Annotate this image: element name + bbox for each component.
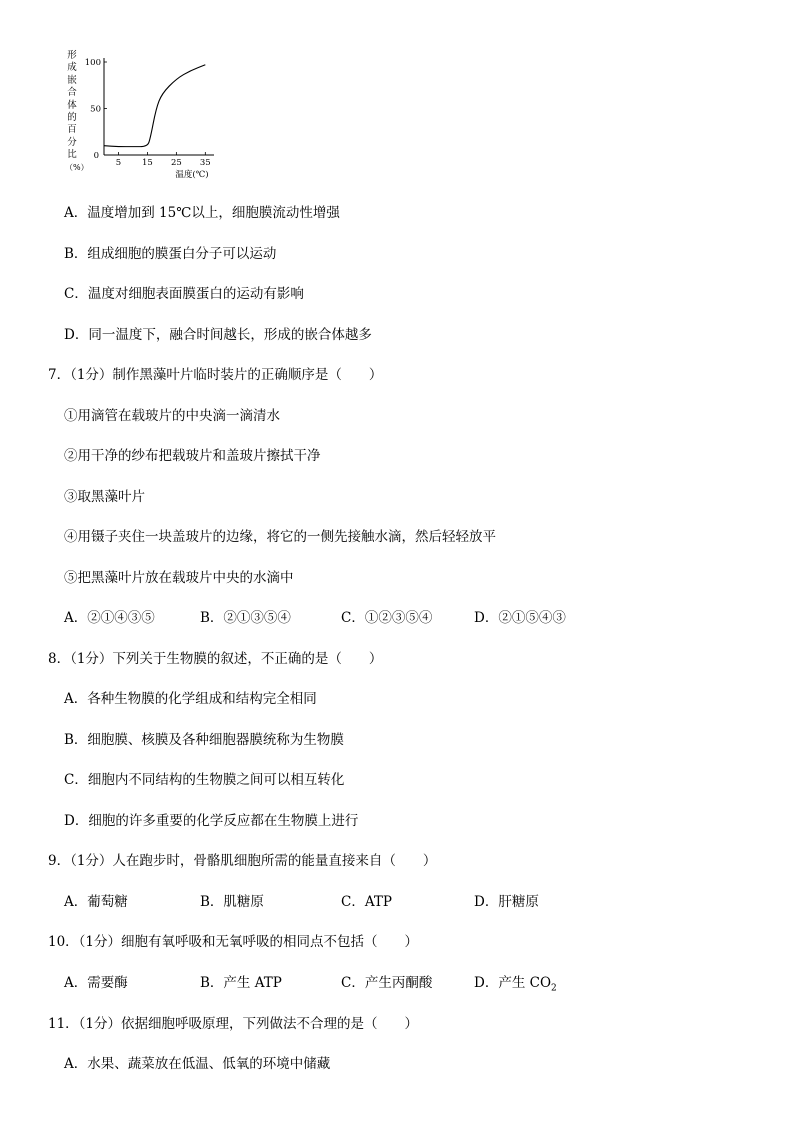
q8-option-a: A．各种生物膜的化学组成和结构完全相同 bbox=[64, 691, 317, 707]
q7-option-d: D．②①⑤④③ bbox=[474, 610, 566, 626]
q8-option-b: B．细胞膜、核膜及各种细胞器膜统称为生物膜 bbox=[64, 732, 344, 748]
y-tick-label-1: 50 bbox=[90, 104, 101, 115]
q6-option-d: D．同一温度下，融合时间越长，形成的嵌合体越多 bbox=[64, 327, 372, 343]
temperature-chart bbox=[62, 44, 222, 184]
q11-stem: 11．（1分）依据细胞呼吸原理，下列做法不合理的是（ ） bbox=[48, 1016, 419, 1032]
chart-ylabel: 形 成 嵌 合 体 的 百 分 比 （%） bbox=[65, 50, 89, 172]
x-axis-label: 温度(℃) bbox=[175, 170, 209, 180]
y-tick-label-0: 0 bbox=[93, 151, 99, 161]
q8-option-d: D．细胞的许多重要的化学反应都在生物膜上进行 bbox=[64, 813, 359, 829]
q7-stem: 7．（1分）制作黑藻叶片临时装片的正确顺序是（ ） bbox=[48, 367, 383, 383]
q6-option-c: C．温度对细胞表面膜蛋白的运动有影响 bbox=[64, 286, 304, 302]
series-line-0 bbox=[104, 65, 205, 147]
q10-option-c: C．产生丙酮酸 bbox=[341, 975, 433, 991]
q11-option-a: A．水果、蔬菜放在低温、低氧的环境中储藏 bbox=[64, 1056, 331, 1072]
q7-option-b: B．②①③⑤④ bbox=[200, 610, 291, 626]
q7-step-5: ⑤把黑藻叶片放在载玻片中央的水滴中 bbox=[64, 570, 294, 586]
x-tick-label-3: 25 bbox=[170, 158, 182, 168]
q9-option-d: D．肝糖原 bbox=[474, 894, 539, 910]
q10-option-d: D．产生 $CO_2$ bbox=[474, 975, 557, 994]
q8-option-c: C．细胞内不同结构的生物膜之间可以相互转化 bbox=[64, 772, 345, 788]
y-tick-label-2: 100 bbox=[84, 58, 101, 68]
q7-step-4: ④用镊子夹住一块盖玻片的边缘，将它的一侧先接触水滴，然后轻轻放平 bbox=[64, 529, 496, 545]
q8-stem: 8．（1分）下列关于生物膜的叙述，不正确的是（ ） bbox=[48, 651, 383, 667]
q9-stem: 9．（1分）人在跑步时，骨骼肌细胞所需的能量直接来自（ ） bbox=[48, 853, 437, 869]
q9-option-c: C．ATP bbox=[341, 894, 392, 910]
x-tick-label-1: 5 bbox=[115, 158, 122, 168]
q10-stem: 10．（1分）细胞有氧呼吸和无氧呼吸的相同点不包括（ ） bbox=[48, 934, 419, 950]
q10-option-b: B．产生 ATP bbox=[200, 975, 282, 991]
q6-option-b: B．组成细胞的膜蛋白分子可以运动 bbox=[64, 246, 277, 262]
q9-option-b: B．肌糖原 bbox=[200, 894, 264, 910]
x-tick-label-4: 35 bbox=[199, 158, 211, 168]
q7-step-2: ②用干净的纱布把载玻片和盖玻片擦拭干净 bbox=[64, 448, 321, 464]
q7-step-1: ①用滴管在载玻片的中央滴一滴清水 bbox=[64, 408, 280, 424]
q7-option-c: C．①②③⑤④ bbox=[341, 610, 433, 626]
q6-option-a: A．温度增加到 15℃以上，细胞膜流动性增强 bbox=[64, 205, 340, 221]
x-tick-label-2: 15 bbox=[142, 158, 153, 168]
q10-option-a: A．需要酶 bbox=[64, 975, 128, 991]
q7-step-3: ③取黑藻叶片 bbox=[64, 489, 145, 505]
q7-option-a: A．②①④③⑤ bbox=[64, 610, 155, 626]
q9-option-a: A．葡萄糖 bbox=[64, 894, 128, 910]
co2-subscript: 2 bbox=[551, 983, 557, 994]
